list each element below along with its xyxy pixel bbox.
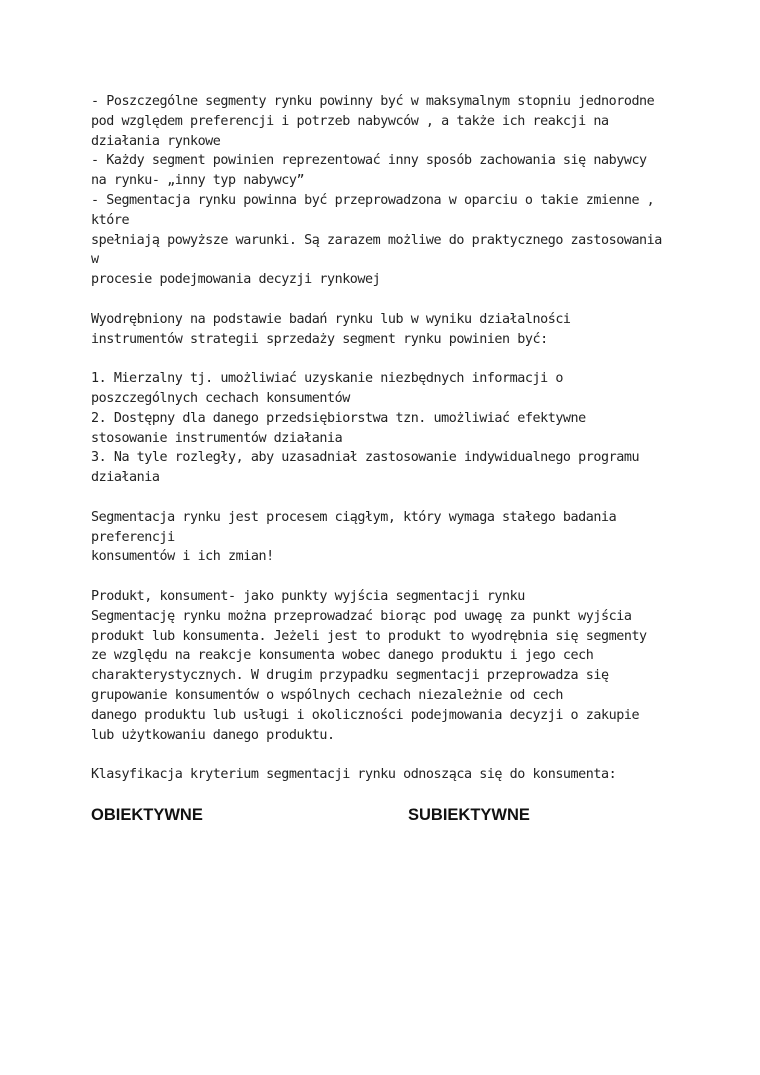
heading-obiektywne: OBIEKTYWNE bbox=[91, 806, 203, 824]
blank-line bbox=[91, 745, 691, 765]
text-line: stosowanie instrumentów działania bbox=[91, 430, 343, 446]
text-line: Wyodrębniony na podstawie badań rynku lub w wyniku działalności bbox=[91, 311, 571, 327]
text-line: produkt lub konsumenta. Jeżeli jest to produkt to wyodrębnia się segmenty bbox=[91, 628, 647, 644]
text-line: Segmentację rynku można przeprowadzać biorąc pod uwagę za punkt wyjścia bbox=[91, 608, 632, 624]
body-text bbox=[91, 92, 691, 785]
text-line: 2. Dostępny dla danego przedsiębiorstwa tzn. umożliwiać efektywne bbox=[91, 410, 586, 426]
text-line: instrumentów strategii sprzedaży segment rynku powinien być: bbox=[91, 331, 548, 347]
text-line: 1. Mierzalny tj. umożliwiać uzyskanie niezbędnych informacji o bbox=[91, 371, 563, 387]
text-line: lub użytkowaniu danego produktu. bbox=[91, 727, 335, 743]
blank-line bbox=[91, 290, 691, 310]
text-line: danego produktu lub usługi i okoliczności podejmowania decyzji o zakupie bbox=[91, 707, 640, 723]
text-line: - Poszczególne segmenty rynku powinny być w maksymalnym stopniu jednorodne bbox=[91, 94, 655, 109]
text-line: preferencji bbox=[91, 529, 175, 545]
text-line: ze względu na reakcje konsumenta wobec danego produktu i jego cech bbox=[91, 648, 594, 664]
text-line: - Segmentacja rynku powinna być przeprowadzona w oparciu o takie zmienne , bbox=[91, 192, 655, 208]
blank-line bbox=[91, 567, 691, 587]
heading-subiektywne: SUBIEKTYWNE bbox=[408, 806, 530, 824]
text-line: działania bbox=[91, 470, 160, 486]
text-line: spełniają powyższe warunki. Są zarazem możliwe do praktycznego zastosowania bbox=[91, 232, 662, 248]
text-line: działania rynkowe bbox=[91, 133, 221, 149]
text-line: pod względem preferencji i potrzeb nabywców , a także ich reakcji na bbox=[91, 113, 609, 129]
text-line: charakterystycznych. W drugim przypadku segmentacji przeprowadza się bbox=[91, 668, 609, 684]
text-line: które bbox=[91, 212, 130, 228]
text-line: Produkt, konsument- jako punkty wyjścia segmentacji rynku bbox=[91, 588, 525, 604]
text-line: poszczególnych cechach konsumentów bbox=[91, 390, 350, 406]
text-line: konsumentów i ich zmian! bbox=[91, 549, 274, 565]
text-line: Klasyfikacja kryterium segmentacji rynku odnosząca się do konsumenta: bbox=[91, 767, 617, 783]
text-line: na rynku- „inny typ nabywcy” bbox=[91, 173, 305, 189]
text-line: procesie podejmowania decyzji rynkowej bbox=[91, 272, 381, 288]
blank-line bbox=[91, 488, 691, 508]
blank-line bbox=[91, 349, 691, 369]
text-line: w bbox=[91, 252, 99, 268]
text-line: - Każdy segment powinien reprezentować inny sposób zachowania się nabywcy bbox=[91, 153, 647, 169]
text-line: 3. Na tyle rozległy, aby uzasadniał zastosowanie indywidualnego programu bbox=[91, 450, 640, 466]
text-line: Segmentacja rynku jest procesem ciągłym, który wymaga stałego badania bbox=[91, 509, 617, 525]
text-line: grupowanie konsumentów o wspólnych cechach niezależnie od cech bbox=[91, 687, 563, 703]
